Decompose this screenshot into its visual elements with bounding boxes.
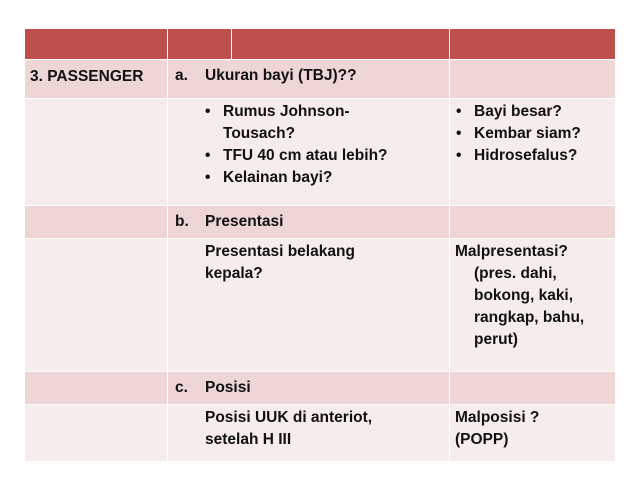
risk-cell	[450, 405, 616, 462]
list-item: • Kelainan bayi?	[205, 167, 449, 189]
section-label: 3. PASSENGER	[25, 60, 168, 99]
item-c-mark: c.	[175, 379, 188, 396]
table-row	[25, 60, 616, 99]
text-line: (POPP)	[455, 431, 509, 448]
text-line: Malpresentasi?	[455, 243, 568, 260]
item-c	[168, 372, 450, 405]
empty-cell	[25, 99, 168, 206]
empty-cell	[25, 372, 168, 405]
item-b-mark: b.	[175, 213, 189, 230]
table-row	[25, 99, 616, 206]
text-line: (pres. dahi,	[474, 265, 557, 282]
empty-cell	[25, 405, 168, 462]
table-row	[25, 372, 616, 405]
empty-cell	[450, 372, 616, 405]
criteria-cell	[168, 239, 450, 372]
header-cell	[450, 29, 616, 60]
criteria-cell	[168, 99, 450, 206]
table-row	[25, 206, 616, 239]
header-cell	[25, 29, 168, 60]
risk-cell	[450, 99, 616, 206]
list-item: • TFU 40 cm atau lebih?	[205, 145, 449, 167]
header-cell	[168, 29, 232, 60]
list-item: • Kembar siam?	[456, 123, 615, 145]
item-a-text: Ukuran bayi (TBJ)??	[205, 67, 357, 84]
empty-cell	[25, 206, 168, 239]
list-item: • Bayi besar?	[456, 101, 615, 123]
table-row	[25, 405, 616, 462]
bullet-list-right	[450, 101, 615, 167]
item-a	[168, 60, 450, 99]
text-line: bokong, kaki,	[474, 287, 574, 304]
text-line: Presentasi belakang	[205, 243, 355, 260]
empty-cell	[450, 60, 616, 99]
text-line: Malposisi ?	[455, 409, 540, 426]
text-line: perut)	[474, 331, 518, 348]
text-line: kepala?	[205, 265, 263, 282]
table-row	[25, 239, 616, 372]
text-line: setelah H III	[205, 431, 292, 448]
item-c-text: Posisi	[205, 379, 251, 396]
empty-cell	[25, 239, 168, 372]
risk-cell	[450, 239, 616, 372]
header-cell	[232, 29, 450, 60]
text-line: Posisi UUK di anteriot,	[205, 409, 373, 426]
list-item: • Rumus Johnson-Tousach?	[205, 101, 383, 145]
empty-cell	[450, 206, 616, 239]
criteria-text	[168, 241, 449, 285]
criteria-text	[168, 407, 449, 451]
header-row	[25, 29, 616, 60]
text-line: rangkap, bahu,	[474, 309, 585, 326]
item-b-text: Presentasi	[205, 213, 284, 230]
criteria-cell	[168, 405, 450, 462]
item-a-mark: a.	[175, 67, 188, 84]
item-b	[168, 206, 450, 239]
bullet-list-left	[168, 101, 449, 189]
passenger-table	[24, 28, 616, 462]
list-item: • Hidrosefalus?	[456, 145, 615, 167]
